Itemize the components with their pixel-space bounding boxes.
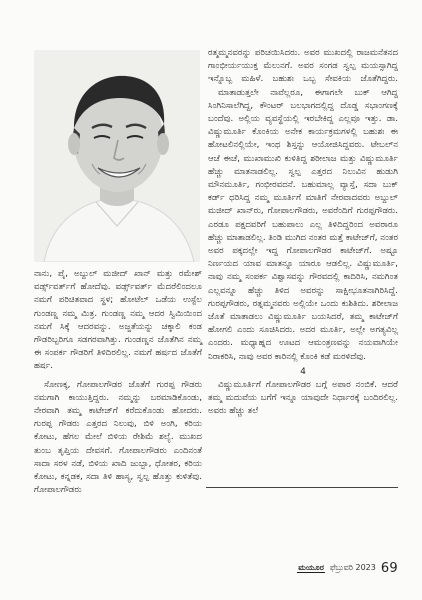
right-paragraph-2: ಮಾತಾಡುತ್ತಲೇ ನಾವೆಲ್ಲರೂ, ಈಗಾಗಲೇ ಬುಕ್ ಆಗಿದ್ದ ಸಿಂಗಿನಿಸಾಲೆಗಿದ್ದ, ಕೌಂಟರ್ ಬಲಭಾಗದಲ್ಲಿದ್ದ ದೊಡ್ಡ ಸಭಾಂಗಣಕ್ಕೆ ಬಂದೆವು. ಅಲ್ಲಿಯ ವ್ಯವಸ್ಥೆಯಲ್ಲಿ ಇರಬೇಕಿದ್ದ ಎಲ್ಲವೂ ಇತ್ತು. ಡಾ. ವಿಷ್ಣುಮೂರ್ತಿ ಕೊಂಕಿಯ ಅನೇಕ ಕಾರ್ಯಕ್ರಮಗಳಲ್ಲಿ ಬಹುಶಃ ಈ ಹೋಟಲಿನಲ್ಲಿಯೇ, ಇಂಥ ಶಿಸ್ತನ್ನು ಆಯೋಜಿಸಿದ್ದವರು. ಟೇಬಲ್‌ನ ಆಚೆ ಈಚೆ, ಮುಖಾಮುಖಿ ಕುಳಿತಿದ್ದ ಶರೀಲಾಜ ಮತ್ತು ವಿಷ್ಣುಮೂರ್ತಿ ಹೆಚ್ಚು ಮಾತನಾಡಲಿಲ್ಲ. ಸ್ವಲ್ಪ ಎತ್ತರದ ನಿಲುವಿನ ಹುಡುಗಿ ಮೌನಮೂರ್ತಿ, ಗಂಭೀರವದನೆ. ಬಹುಮಾಲ್ಲ ವ್ಯಾಸ್ತೆ, ಸದಾ ಬುಕ್ ಕರ್ಡ್ ಧರಿಸಿದ್ದ ನಮ್ಮ ಮೂರ್ತಿಗೆ ಮಾತಿಗೆ ನೇರವಾದವರು ಅಬ್ದುಲ್ ಮಜೀದ್ ಖಾನ್‌ರು, ಗೋಪಾಲಗೌಡರು, ಅವರೆಂದಿಗೆ ಗುರಪ್ಪಗೌಡರು. ಎರಡೂ ಪಕ್ಷದವರಿಗೆ ಬಹುಪಾಲು ಎಲ್ಲ ತಿಳಿದಿದ್ದರಿಂದ ಅವರಾರೂ ಹೆಚ್ಚು ಮಾತಾಡಲಿಲ್ಲ. ತಿಂಡಿ ಮುಗಿದ ನಂತರ ಮತ್ತೆ ಕಾಟೇಜ್‌ಗೆ, ನಂತರ ಅವರ ಪಕ್ಕದಲ್ಲೇ ಇದ್ದ ಗೋಪಾಲಗೌಡರ ಕಾಟೇಜ್‌ಗೆ. ಅಷ್ಟೂ ನಿರ್ಣಯದ ಯಾವ ಮಾತನ್ನೂ ಯಾರೂ ಆಡಲಿಲ್ಲ. ವಿಷ್ಣುಮೂರ್ತಿ, ನಾವು ನಮ್ಮ ಸಂಪರ್ಕ ವಿಶ್ವಾಸವನ್ನು ಗೌರವದಲ್ಲಿ ಕಾದಿರಿಸಿ, ನಮಗಿಂತ ಎಲ್ಲವನ್ನೂ ಹೆಚ್ಚು ತಿಳಿದ ಅವರನ್ನು ಸಾಕ್ಷೀಭೂತನಾಗಿರಿಸಿದ್ದೆ. ಗುರಪ್ಪಗೌಡರು, ರತ್ನಮ್ಮನವರು ಅಲ್ಲಿಯೇ ಒಂದು ಕುಶಿತಿದು. ಶರೀಲಾಜ ಜೊತೆ ಮಾತಾಡಲು ವಿಷ್ಣುಮೂರ್ತಿ ಬಯಸಿದರೆ, ತಮ್ಮ ಕಾಟೇಜ್‌ಗೆ ಹೋಗಲಿ ಎಂದು ಸೂಚಿಸಿದರು. ಅದರ ಮೂರ್ತಿ, ಅಲ್ಲೇ ಅಗತ್ಯವಿಲ್ಲ ಎಂದರು. ಮಧ್ಯಾಹ್ನದ ಊಟದ ಆಮಂತ್ರಣವನ್ನು ನಯವಾಗಿಯೇ ನಿರಾಕರಿಸಿ, ನಾವು ಅವರ ಕಾರಿನಲ್ಲಿ ಕೊಂಕಿ ಕಡೆ ಮರಳಿದೆವು.: [208, 87, 398, 362]
page-footer: [297, 560, 398, 576]
page-number: 69: [380, 560, 398, 576]
right-paragraph-3: ವಿಷ್ಣುಮೂರ್ತಿಗೆ ಗೋಪಾಲಗೌಡರ ಬಗ್ಗೆ ಅಪಾರ ನಂಬಿಕೆ. ಆದರೆ ತಮ್ಮ ಮದುವೆಯ ಬಗೆಗೆ ಇನ್ನೂ ಯಾವುದೇ ನಿರ್ಧಾರಕ್ಕೆ ಬಂದಿರಲಿಲ್ಲ. ಅವರು ಹೆಚ್ಚು ತಲೆ: [208, 379, 398, 417]
section-number: 4: [300, 366, 306, 377]
right-paragraph-1: ರತ್ಮಮ್ಮನವರನ್ನು ಪರಿಚಯಿಸಿದರು. ಅವರ ಮುಖದಲ್ಲಿ ರಾಜಮನೆತನದ ಗಾಂಭೀರ್ಯಯುಕ್ತ ಮೆಲುನಗೆ. ಅವರ ಸಂಗಡ ಸ್ವಲ್ಪ ಮಯಸ್ಸಾಗಿದ್ದ ಇನ್ನೊಬ್ಬ ಮಹಿಳೆ. ಬಹುಶಃ ಒಬ್ಬ ಸೇವಕಿಯ ಜೊತೆಗಿದ್ದರು.: [208, 48, 398, 85]
left-column: [34, 268, 202, 497]
section-divider: [206, 487, 398, 488]
magazine-brand: ಮಯೂರ: [298, 563, 324, 572]
portrait-photo: [34, 50, 200, 262]
issue-date: ಫೆಬ್ರುವರಿ 2023: [329, 563, 376, 572]
left-paragraph-2: ಸೋಣಕ್ಕ, ಗೋಪಾಲಗೌಡರ ಜೊತೆಗೆ ಗುರಪ್ಪ ಗೌಡರು ನಮಗಾಗಿ ಕಾಯುತ್ತಿದ್ದರು. ನಮ್ಮನ್ನು ಬರಮಾಡಿಕೊಂಡು, ನೇರವಾಗಿ ತಮ್ಮ ಕಾಟೇಜ್‌ಗೆ ಕರೆದುಕೊಂಡು ಹೋದರು. ಗುರಪ್ಪ ಗೌಡರು ಎತ್ತರದ ನಿಲುವು, ಬಿಳಿ ಅಂಗಿ, ಕರಿಯ ಕೋಟು, ಹೆಗಲ ಮೇಲೆ ಬಿಳಿಯ ರೇಶಿಮೆ ಶಲ್ಯೆ. ಮುಖದ ತುಂಬ ತೃಪ್ತಿಯ ದೇವಸಗೆ. ಗೋಪಾಲಗೌಡರು ಎಂದಿನಂತೆ ಸಾದಾ ಸರಳ ನಡೆ, ಬಿಳಿಯ ಖಾದಿ ಜುಬ್ಬಾ, ಧೋತರ, ಕರಿಯ ಕೋಟು, ಕನ್ನಡಕ, ಸದಾ ತಿಳಿ ಹಾಸ್ಯ, ಸ್ವಲ್ಪ ಹೊತ್ತು ಕುಳಿತೆವು. ಗೋಪಾಲಗೌಡರು: [34, 379, 202, 496]
portrait-illustration: [34, 50, 200, 262]
left-paragraph-1: ನಾನು, ಪೈ, ಅಬ್ದುಲ್ ಮಜೀದ್ ಖಾನ್ ಮತ್ತು ರಮೇಶ್ ವರ್ಡ್ಸ್‌ವರ್ತ್‌ಗೆ ಹೋದೆವು. ವರ್ಡ್ಸ್‌ವರ್ತ್ ಮೆದರೆಲಿಂದಲೂ ನಮಗೆ ಪರಿಚಿತವಾದ ಸ್ಥಳ; ಹೋಟೆಲ್ ಒಡೆಯ ಉಸ್ಟೆಲ ಗುಂಡಣ್ಣ ನಮ್ಮ ಮಿತ್ರ. ಗುಂಡಣ್ಣ ನಮ್ಮ ಆದರ ಸ್ವಿಮಿಯಿಂದ ನಮಗೆ ಸಿಕ್ಕೆ ಆದರವನ್ನು. ಅಜ್ಜತೆಯನ್ನು ಚಕ್ಕಾಲಿ ಕಂಡ ಗೌಡರಿಬ್ಬರಿಗೂ ಸಡಗರವಾಗಿತ್ತು. ಗುಂಡಣ್ಣನ ಜೊತೆಗಿನ ನಮ್ಮ ಈ ಸಂಪರ್ಕ ಗೌಡರಿಗೆ ತಿಳಿದಿರಲಿಲ್ಲ. ನಮಗೆ ಹರ್ಷದ ಜೊತೆಗೆ ಹರ್ಷ.: [34, 269, 202, 372]
right-column: [208, 47, 398, 418]
